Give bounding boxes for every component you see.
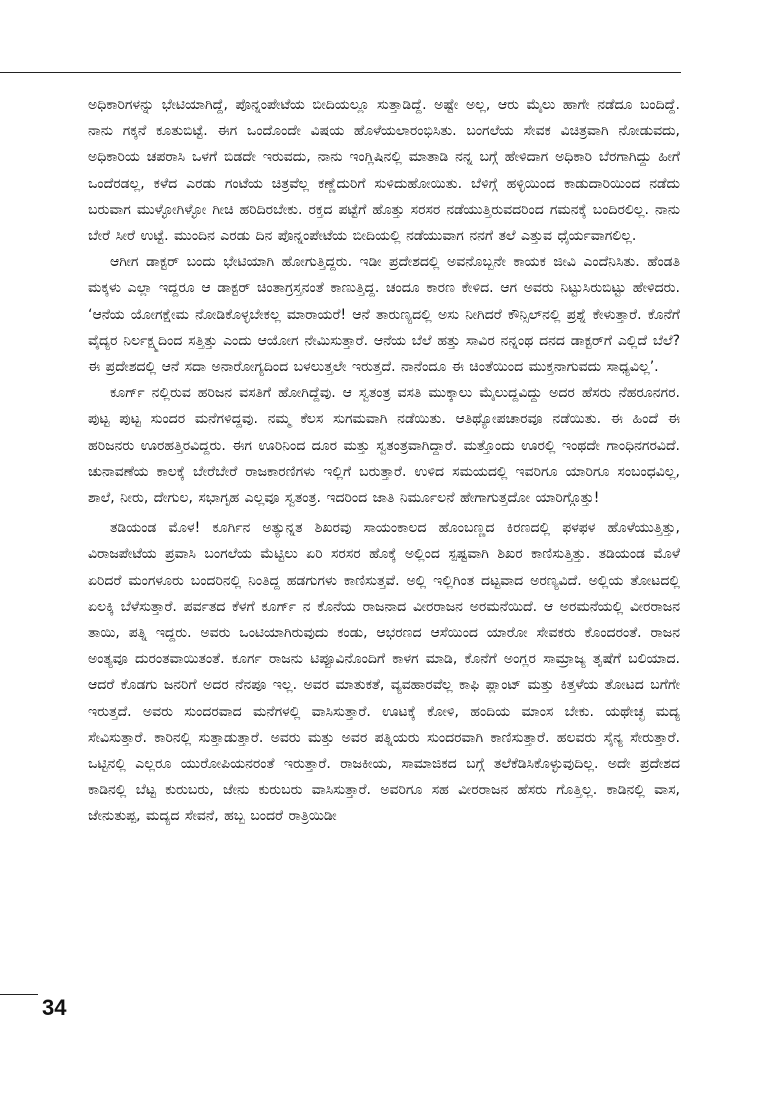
paragraph-1: ಅಧಿಕಾರಿಗಳನ್ನು ಭೇಟಿಯಾಗಿದ್ದೆ, ಪೊನ್ನಂಪೇಟೆಯ ಬೀದಿಯಲ್ಲೂ ಸುತ್ತಾಡಿದ್ದೆ. ಅಷ್ಟೇ ಅಲ್ಲ, ಆರು ಮೈಲು ಹಾಗೇ ನಡೆದೂ ಬಂದಿದ್ದೆ. ನಾನು ಗಕ್ಕನೆ ಕೂತುಬಿಟ್ಟೆ. ಈಗ ಒಂದೊಂದೇ ವಿಷಯ ಹೊಳೆಯಲಾರಂಭಿಸಿತು. ಬಂಗಲೆಯ ಸೇವಕ ವಿಚಿತ್ರವಾಗಿ ನೋಡುವದು, ಅಧಿಕಾರಿಯ ಚಪರಾಸಿ ಒಳಗೆ ಬಿಡದೇ ಇರುವದು, ನಾನು ಇಂಗ್ಲಿಷಿನಲ್ಲಿ ಮಾತಾಡಿ ನನ್ನ ಬಗ್ಗೆ ಹೇಳಿದಾಗ ಅಧಿಕಾರಿ ಬೆರಗಾಗಿದ್ದು ಹೀಗೆ ಒಂದೆರಡಲ್ಲ, ಕಳೆದ ಎರಡು ಗಂಟೆಯ ಚಿತ್ರವೆಲ್ಲ ಕಣ್ಣೆದುರಿಗೆ ಸುಳಿದುಹೋಯಿತು. ಬೆಳಿಗ್ಗೆ ಹಳ್ಳಿಯಿಂದ ಕಾಡುದಾರಿಯಿಂದ ನಡೆದು ಬರುವಾಗ ಮುಳ್ಳೋಗಿಳ್ಳೋ ಗೀಚಿ ಹರಿದಿರಬೇಕು. ರಕ್ತದ ಪಟ್ಟೆಗೆ ಹೊತ್ತು ಸರಸರ ನಡೆಯುತ್ತಿರುವದರಿಂದ ಗಮನಕ್ಕೆ ಬಂದಿರಲಿಲ್ಲ. ನಾನು ಬೇರೆ ಸೀರೆ ಉಟ್ಟೆ. ಮುಂದಿನ ಎರಡು ದಿನ ಪೊನ್ನಂಪೇಟೆಯ ಬೀದಿಯಲ್ಲಿ ನಡೆಯುವಾಗ ನನಗೆ ತಲೆ ಎತ್ತುವ ಧೈರ್ಯವಾಗಲಿಲ್ಲ.	[88, 97, 680, 245]
page-number: 34	[42, 995, 67, 1020]
body-text	[88, 92, 680, 830]
paragraph-2: ಆಗೀಗ ಡಾಕ್ಟರ್ ಬಂದು ಭೇಟಿಯಾಗಿ ಹೋಗುತ್ತಿದ್ದರು. ಇಡೀ ಪ್ರದೇಶದಲ್ಲಿ ಅವನೊಬ್ಬನೇ ಕಾಯಕ ಜೀವಿ ಎಂದೆನಿಸಿತು. ಹೆಂಡತಿ ಮಕ್ಕಳು ಎಲ್ಲಾ ಇದ್ದರೂ ಆ ಡಾಕ್ಟರ್ ಚಿಂತಾಗ್ರಸ್ತನಂತೆ ಕಾಣುತ್ತಿದ್ದ. ಚಂದೂ ಕಾರಣ ಕೇಳಿದ. ಆಗ ಅವರು ನಿಟ್ಟುಸಿರುಬಿಟ್ಟು ಹೇಳಿದರು. ‘ಆನೆಯ ಯೋಗಕ್ಷೇಮ ನೋಡಿಕೊಳ್ಳಬೇಕಲ್ಲ ಮಾರಾಯರೆ! ಆನೆ ತಾರುಣ್ಯದಲ್ಲಿ ಅಸು ನೀಗಿದರೆ ಕೌನ್ಸಿಲ್‌ನಲ್ಲಿ ಪ್ರಶ್ನೆ ಕೇಳುತ್ತಾರೆ. ಕೊನೆಗೆ ವೈದ್ಯರ ನಿರ್ಲಕ್ಷ್ಮದಿಂದ ಸತ್ತಿತ್ತು ಎಂದು ಆಯೋಗ ನೇಮಿಸುತ್ತಾರೆ. ಆನೆಯ ಬೆಲೆ ಹತ್ತು ಸಾವಿರ ನನ್ನಂಥ ದನದ ಡಾಕ್ಟರ್‌ಗೆ ಎಲ್ಲಿದೆ ಬೆಲೆ? ಈ ಪ್ರದೇಶದಲ್ಲಿ ಆನೆ ಸದಾ ಅನಾರೋಗ್ಯದಿಂದ ಬಳಲುತ್ತಲೇ ಇರುತ್ತದೆ. ನಾನೆಂದೂ ಈ ಚಿಂತೆಯಿಂದ ಮುಕ್ತನಾಗುವದು ಸಾಧ್ಯವಿಲ್ಲ’.	[88, 254, 680, 376]
paragraph-4: ತಡಿಯಂಡ ಮೊಳ! ಕೂರ್ಗಿನ ಅತ್ಯುನ್ನತ ಶಿಖರವು ಸಾಯಂಕಾಲದ ಹೊಂಬಣ್ಣದ ಕಿರಣದಲ್ಲಿ ಫಳಫಳ ಹೊಳೆಯುತ್ತಿತ್ತು, ವಿರಾಜಪೇಟೆಯ ಪ್ರವಾಸಿ ಬಂಗಲೆಯ ಮೆಟ್ಟಿಲು ಏರಿ ಸರಸರ ಹೊಕ್ಕೆ ಅಲ್ಲಿಂದ ಸ್ಪಷ್ಟವಾಗಿ ಶಿಖರ ಕಾಣಿಸುತ್ತಿತ್ತು. ತಡಿಯಂಡ ಮೊಳೆ ಏರಿದರೆ ಮಂಗಳೂರು ಬಂದರಿನಲ್ಲಿ ನಿಂತಿದ್ದ ಹಡಗುಗಳು ಕಾಣಿಸುತ್ತವೆ. ಅಲ್ಲಿ ಇಲ್ಲಿಗಿಂತ ದಟ್ಟವಾದ ಅರಣ್ಯವಿದೆ. ಅಲ್ಲಿಯ ತೋಟದಲ್ಲಿ ಏಲಕ್ಕಿ ಬೆಳೆಸುತ್ತಾರೆ. ಪರ್ವತದ ಕೆಳಗೆ ಕೂರ್ಗ್ ನ ಕೊನೆಯ ರಾಜನಾದ ವೀರರಾಜನ ಅರಮನೆಯಿದೆ. ಆ ಅರಮನೆಯಲ್ಲಿ ವೀರರಾಜನ ತಾಯಿ, ಪತ್ನಿ ಇದ್ದರು. ಅವರು ಒಂಟಿಯಾಗಿರುವುದು ಕಂಡು, ಆಭರಣದ ಆಸೆಯಿಂದ ಯಾರೋ ಸೇವಕರು ಕೊಂದರಂತೆ. ರಾಜನ ಅಂತ್ಯವೂ ದುರಂತವಾಯಿತಂತೆ. ಕೂರ್ಗ ರಾಜನು ಟಿಪ್ಪೂವಿನೊಂದಿಗೆ ಕಾಳಗ ಮಾಡಿ, ಕೊನೆಗೆ ಅಂಗ್ಲರ ಸಾಮ್ರಾಜ್ಯ ತೃಷೆಗೆ ಬಲಿಯಾದ. ಆದರೆ ಕೊಡಗು ಜನರಿಗೆ ಅದರ ನೆನಪೂ ಇಲ್ಲ. ಅವರ ಮಾತುಕತೆ, ವ್ಯವಹಾರವೆಲ್ಲ ಕಾಫಿ ಪ್ಲಾಂಟ್ ಮತ್ತು ಕಿತ್ತಳೆಯ ತೋಟದ ಬಗೆಗೇ ಇರುತ್ತದೆ. ಅವರು ಸುಂದರವಾದ ಮನೆಗಳಲ್ಲಿ ವಾಸಿಸುತ್ತಾರೆ. ಊಟಕ್ಕೆ ಕೋಳಿ, ಹಂದಿಯ ಮಾಂಸ ಬೇಕು. ಯಥೇಚ್ಛ ಮದ್ಯ ಸೇವಿಸುತ್ತಾರೆ. ಕಾರಿನಲ್ಲಿ ಸುತ್ತಾಡುತ್ತಾರೆ. ಅವರು ಮತ್ತು ಅವರ ಪತ್ನಿಯರು ಸುಂದರವಾಗಿ ಕಾಣಿಸುತ್ತಾರೆ. ಹಲವರು ಸೈನ್ಯ ಸೇರುತ್ತಾರೆ. ಒಟ್ಟಿನಲ್ಲಿ ಎಲ್ಲರೂ ಯುರೋಪಿಯನರಂತೆ ಇರುತ್ತಾರೆ. ರಾಜಕೀಯ, ಸಾಮಾಜಿಕದ ಬಗ್ಗೆ ತಲೆಕೆಡಿಸಿಕೊಳ್ಳುವುದಿಲ್ಲ. ಅದೇ ಪ್ರದೇಶದ ಕಾಡಿನಲ್ಲಿ ಬೆಟ್ಟ ಕುರುಬರು, ಜೇನು ಕುರುಬರು ವಾಸಿಸುತ್ತಾರೆ. ಅವರಿಗೂ ಸಹ ವೀರರಾಜನ ಹೆಸರು ಗೊತ್ತಿಲ್ಲ. ಕಾಡಿನಲ್ಲಿ ವಾಸ, ಜೇನುತುಪ್ಪ, ಮದ್ಯದ ಸೇವನೆ, ಹಬ್ಬ ಬಂದರೆ ರಾತ್ರಿಯಿಡೀ	[88, 520, 680, 825]
paragraph-3: ಕೂರ್ಗ್ ನಲ್ಲಿರುವ ಹರಿಜನ ವಸತಿಗೆ ಹೋಗಿದ್ದೆವು. ಆ ಸ್ವತಂತ್ರ ವಸತಿ ಮುಕ್ಕಾಲು ಮೈಲುದ್ದವಿದ್ದು ಅದರ ಹೆಸರು ನೆಹರೂನಗರ. ಪುಟ್ಟ ಪುಟ್ಟ ಸುಂದರ ಮನೆಗಳಿದ್ದವು. ನಮ್ಮ ಕೆಲಸ ಸುಗಮವಾಗಿ ನಡೆಯಿತು. ಆತಿಥ್ಯೋಪಚಾರವೂ ನಡೆಯಿತು. ಈ ಹಿಂದೆ ಈ ಹರಿಜನರು ಊರಹತ್ತಿರವಿದ್ದರು. ಈಗ ಊರಿನಿಂದ ದೂರ ಮತ್ತು ಸ್ವತಂತ್ರವಾಗಿದ್ದಾರೆ. ಮತ್ತೊಂದು ಊರಲ್ಲಿ ಇಂಥದೇ ಗಾಂಧಿನಗರವಿದೆ. ಚುನಾವಣೆಯ ಕಾಲಕ್ಕೆ ಬೇರೆಬೇರೆ ರಾಜಕಾರಣಿಗಳು ಇಲ್ಲಿಗೆ ಬರುತ್ತಾರೆ. ಉಳಿದ ಸಮಯದಲ್ಲಿ ಇವರಿಗೂ ಯಾರಿಗೂ ಸಂಬಂಧವಿಲ್ಲ, ಶಾಲೆ, ನೀರು, ದೇಗುಲ, ಸಭಾಗೃಹ ಎಲ್ಲವೂ ಸ್ವತಂತ್ರ. ಇದರಿಂದ ಜಾತಿ ನಿರ್ಮೂಲನೆ ಹೇಗಾಗುತ್ತದೋ ಯಾರಿಗ್ಗೊತ್ತು!	[88, 385, 680, 507]
header-rule	[0, 72, 681, 73]
footer-rule	[0, 994, 38, 995]
